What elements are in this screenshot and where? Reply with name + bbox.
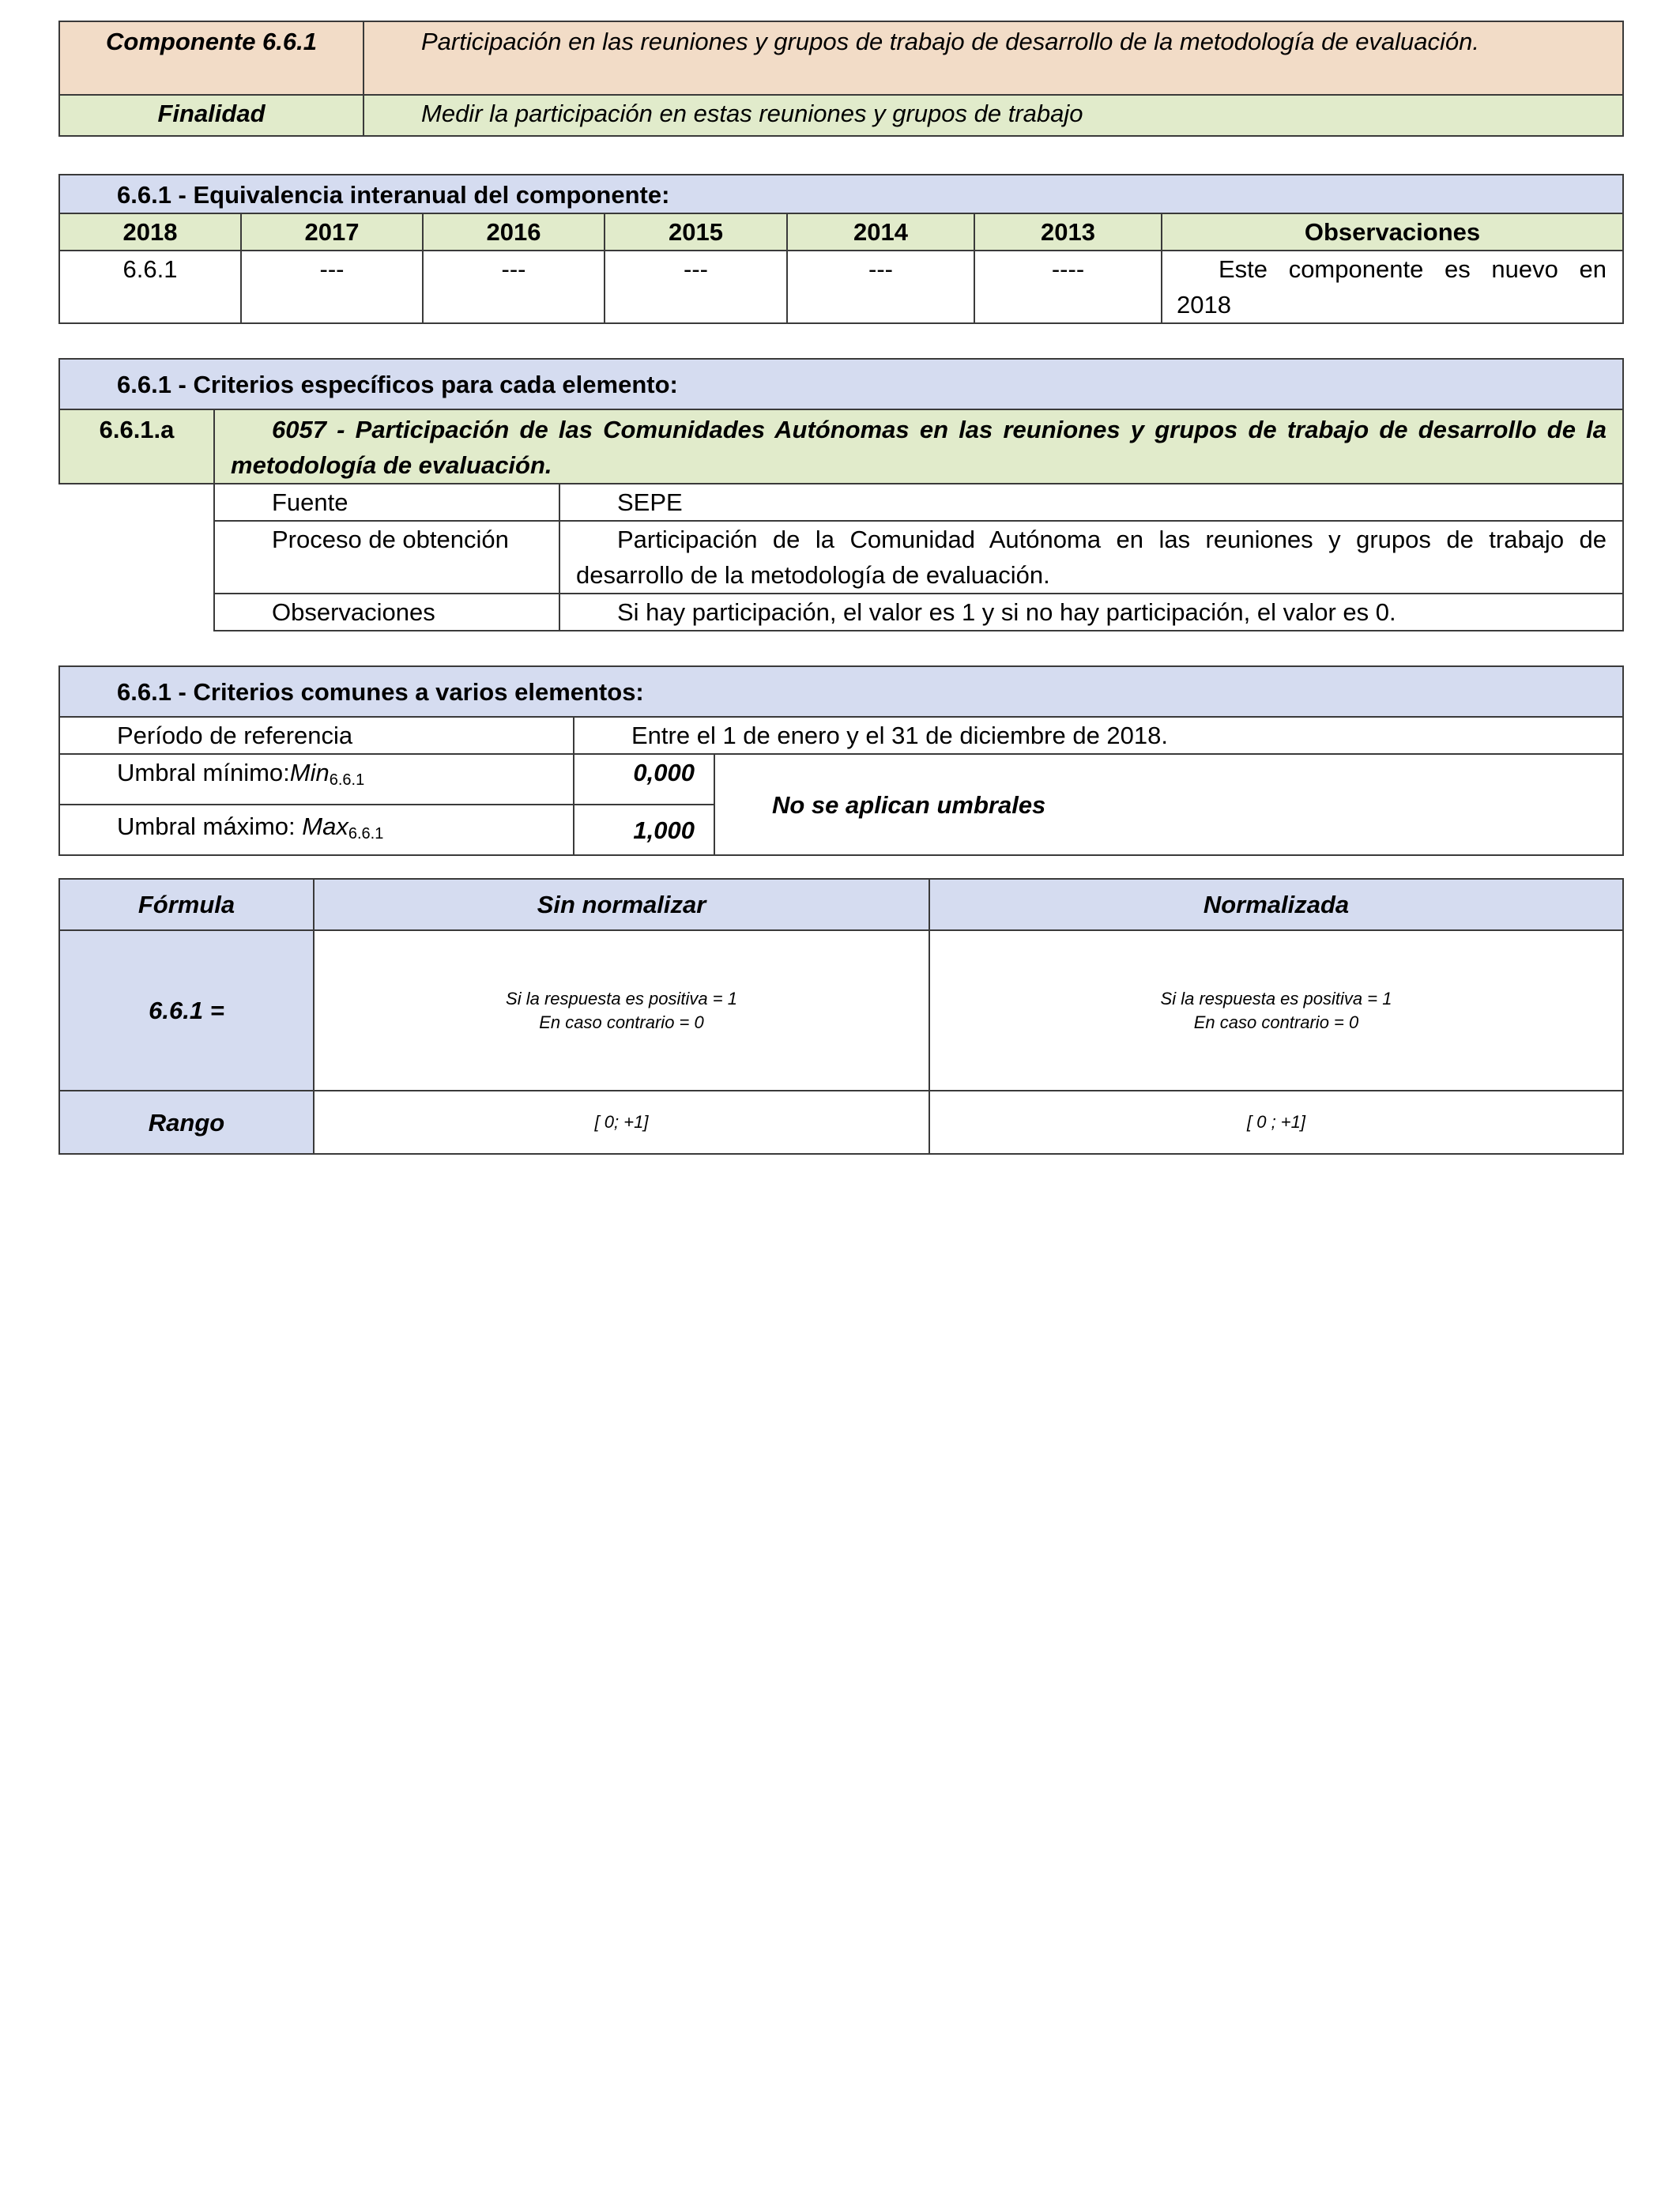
finalidad-text: Medir la participación en estas reuniones y grupos de trabajo [363,95,1623,136]
equivalencia-title: 6.6.1 - Equivalencia interanual del componente: [59,175,1623,213]
componente-label: Componente 6.6.1 [59,21,363,95]
element-code: 6.6.1.a [59,409,214,484]
umbral-minimo-value: 0,000 [574,754,714,805]
rango-label: Rango [59,1091,314,1154]
formula-header: Fórmula [59,879,314,930]
year-header: 2015 [605,213,787,251]
proceso-label: Proceso de obtención [214,521,559,594]
criterios-comunes-table [58,665,1624,856]
normalizada-header: Normalizada [929,879,1623,930]
formula-line: En caso contrario = 0 [539,1012,704,1032]
element-title: 6057 - Participación de las Comunidades Autónomas en las reuniones y grupos de trabajo de desarrollo de la metodología de evaluación. [214,409,1623,484]
periodo-value: Entre el 1 de enero y el 31 de diciembre de 2018. [574,717,1623,754]
equivalencia-cell: 6.6.1 [59,251,241,323]
equivalencia-cell: --- [423,251,605,323]
equivalencia-table [58,174,1624,324]
equivalencia-cell: --- [787,251,974,323]
rango-normalizada: [ 0 ; +1] [929,1091,1623,1154]
finalidad-label: Finalidad [59,95,363,136]
periodo-label: Período de referencia [59,717,574,754]
criterios-especificos-table [58,358,1624,631]
componente-text: Participación en las reuniones y grupos de trabajo de desarrollo de la metodología de evaluación. [363,21,1623,95]
proceso-value: Participación de la Comunidad Autónoma en las reuniones y grupos de trabajo de desarrollo de la metodología de evaluación. [559,521,1623,594]
observaciones-header: Observaciones [1162,213,1623,251]
componente-table [58,21,1624,137]
year-header: 2014 [787,213,974,251]
rango-sin-normalizar: [ 0; +1] [314,1091,929,1154]
fuente-label: Fuente [214,484,559,521]
year-header: 2017 [241,213,423,251]
sin-normalizar-header: Sin normalizar [314,879,929,930]
formula-line: Si la respuesta es positiva = 1 [506,988,737,1008]
formula-table [58,878,1624,1155]
observaciones-value: Si hay participación, el valor es 1 y si no hay participación, el valor es 0. [559,594,1623,631]
umbral-minimo-label: Umbral mínimo:Min$_{6.6.1}$ [59,754,574,805]
umbral-maximo-label: Umbral máximo: Max$_{6.6.1}$ [59,805,574,855]
formula-line: Si la respuesta es positiva = 1 [1160,988,1392,1008]
umbral-maximo-value: 1,000 [574,805,714,855]
criterios-comunes-title: 6.6.1 - Criterios comunes a varios elementos: [59,666,1623,717]
formula-line: En caso contrario = 0 [1193,1012,1359,1032]
equivalencia-observaciones: Este componente es nuevo en 2018 [1162,251,1623,323]
umbrales-note: No se aplican umbrales [714,754,1623,855]
formula-row-label: 6.6.1 = [59,930,314,1091]
normalizada-formula [929,930,1623,1091]
observaciones-label: Observaciones [214,594,559,631]
equivalencia-cell: --- [605,251,787,323]
year-header: 2016 [423,213,605,251]
sin-normalizar-formula [314,930,929,1091]
equivalencia-cell: ---- [974,251,1162,323]
criterios-especificos-title: 6.6.1 - Criterios específicos para cada elemento: [59,359,1623,409]
fuente-value: SEPE [559,484,1623,521]
year-header: 2018 [59,213,241,251]
year-header: 2013 [974,213,1162,251]
equivalencia-cell: --- [241,251,423,323]
